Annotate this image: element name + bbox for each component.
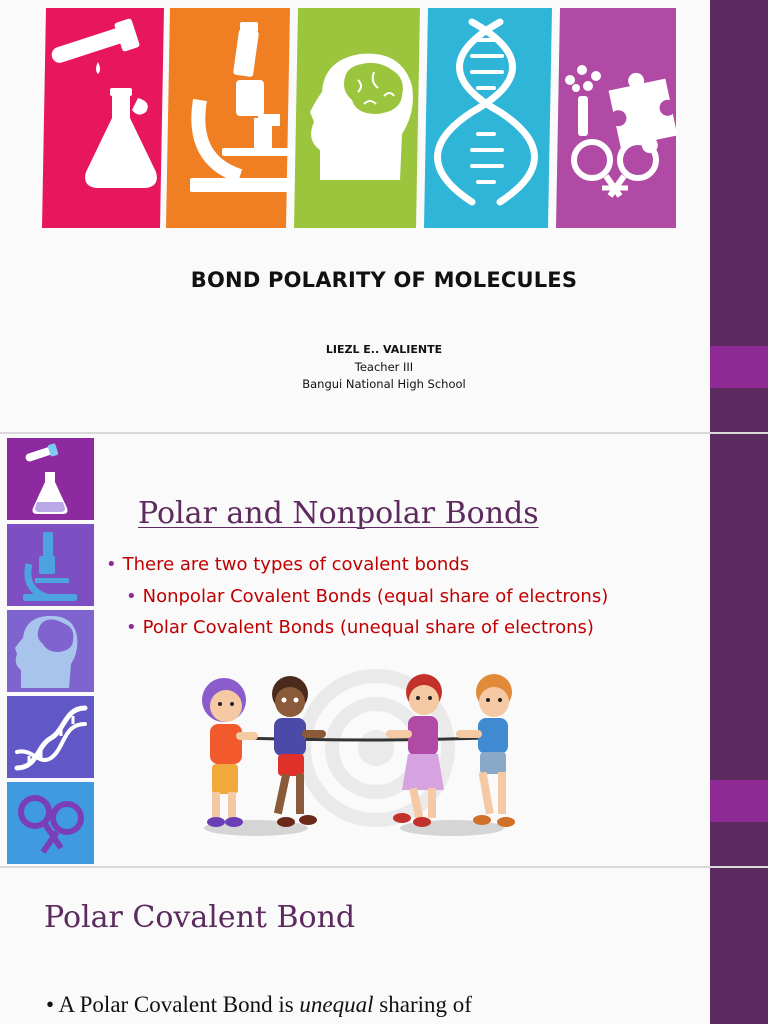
science-banner [40,0,680,232]
bullet-text-emphasis: unequal [299,992,374,1017]
bullet-dot: • [106,554,117,575]
slide-side-accent [710,780,768,822]
brain-head-icon [7,610,94,692]
author-school: Bangui National High School [302,377,466,391]
tug-of-war-illustration [186,666,546,846]
kid-figure [456,674,515,827]
bullet-text: There are two types of covalent bonds [122,554,470,575]
bullet-item [46,992,472,1018]
bullet-text-prefix: A Polar Covalent Bond is [58,992,300,1017]
bullet-text: Nonpolar Covalent Bonds (equal share of electrons) [142,586,609,607]
kid-figure [386,674,444,827]
bullet-dot: • [126,617,137,638]
tile-brain-head [7,610,94,692]
dna-icon [7,696,94,778]
slide-heading: Polar Covalent Bond [44,900,356,935]
tile-gender-symbols [7,782,94,864]
tile-microscope [7,524,94,606]
author-name: LIEZL E.. VALIENTE [325,343,443,356]
gender-symbols-icon [7,782,94,864]
presentation-title: BOND POLARITY OF MOLECULES [190,268,578,292]
tile-flask [7,438,94,520]
slide-polar-nonpolar [0,434,768,866]
author-role: Teacher III [354,360,414,374]
sub-bullet-item [126,617,594,638]
bullet-text: Polar Covalent Bonds (unequal share of electrons) [142,617,594,638]
slide-heading: Polar and Nonpolar Bonds [138,496,539,531]
bullet-dot: • [126,586,137,607]
flask-icon [7,438,94,520]
slide-title [0,0,768,432]
sub-bullet-item [126,586,608,607]
slide-polar-covalent [0,868,768,1024]
tile-dna [7,696,94,778]
bullet-item [106,554,469,575]
microscope-icon [7,524,94,606]
bullet-text-suffix: sharing of [373,992,472,1017]
slide-side-strip [710,868,768,1024]
bullet-dot: • [46,992,55,1017]
kid-figure [202,678,258,827]
